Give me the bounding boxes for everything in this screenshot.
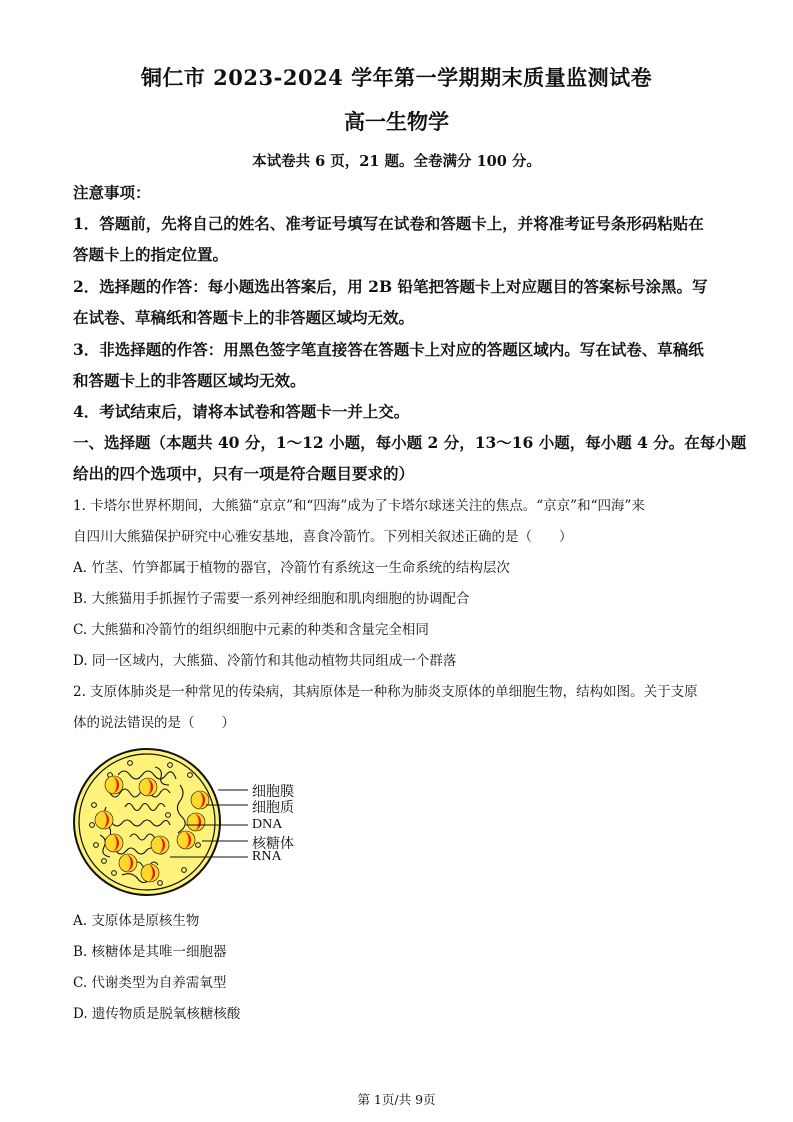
question-1-option-d: D. 同一区域内，大熊猫、冷箭竹和其他动植物共同组成一个群落: [73, 653, 457, 669]
question-2-option-a: A. 支原体是原核生物: [73, 913, 200, 929]
figure-label-ribosome: 核糖体: [252, 837, 294, 852]
question-2-stem: 2. 支原体肺炎是一种常见的传染病，其病原体是一种称为肺炎支原体的单细胞生物，结构如图。关于支原: [73, 684, 698, 700]
notice-line: 2．选择题的作答：每小题选出答案后，用 2B 铅笔把答题卡上对应题目的答案标号涂黑。写: [73, 277, 708, 296]
notice-line: 3．非选择题的作答：用黑色签字笔直接答在答题卡上对应的答题区域内。写在试卷、草稿纸: [73, 340, 704, 359]
exam-subtitle: 高一生物学: [344, 109, 449, 134]
question-1-option-c: C. 大熊猫和冷箭竹的组织细胞中元素的种类和含量完全相同: [73, 622, 429, 638]
notice-line: 4．考试结束后，请将本试卷和答题卡一并上交。: [73, 402, 410, 421]
question-1-stem: 自四川大熊猫保护研究中心雅安基地，喜食冷箭竹。下列相关叙述正确的是（ ）: [73, 529, 573, 545]
exam-title: 铜仁市 2023-2024 学年第一学期期末质量监测试卷: [140, 65, 653, 90]
section-heading: 给出的四个选项中，只有一项是符合题目要求的）: [73, 464, 415, 483]
figure-label-rna: RNA: [252, 849, 282, 864]
section-heading: 一、选择题（本题共 40 分，1～12 小题，每小题 2 分，13～16 小题，每小题 4 分。在每小题: [73, 433, 747, 452]
page-number: 第 1页/共 9页: [357, 1092, 436, 1107]
question-2-option-c: C. 代谢类型为自养需氧型: [73, 975, 227, 991]
notice-line: 和答题卡上的非答题区域均无效。: [73, 371, 306, 390]
figure-label-membrane: 细胞膜: [252, 785, 294, 800]
question-2-stem: 体的说法错误的是（ ）: [73, 715, 235, 731]
question-1-option-a: A. 竹茎、竹笋都属于植物的器官，冷箭竹有系统这一生命系统的结构层次: [73, 560, 510, 576]
question-2-option-d: D. 遗传物质是脱氧核糖核酸: [73, 1006, 241, 1022]
notice-line: 1．答题前，先将自己的姓名、准考证号填写在试卷和答题卡上，并将准考证号条形码粘贴在: [73, 214, 704, 233]
question-1-stem: 1. 卡塔尔世界杯期间，大熊猫“京京”和“四海”成为了卡塔尔球迷关注的焦点。“京京”和“四海”来: [73, 498, 645, 514]
figure-label-dna: DNA: [252, 817, 283, 832]
question-2-option-b: B. 核糖体是其唯一细胞器: [73, 944, 227, 960]
exam-info: 本试卷共 6 页，21 题。全卷满分 100 分。: [252, 153, 541, 170]
figure-label-cytoplasm: 细胞质: [252, 801, 294, 816]
notice-line: 答题卡上的指定位置。: [73, 245, 229, 264]
notice-heading: 注意事项：: [73, 183, 151, 202]
notice-line: 在试卷、草稿纸和答题卡上的非答题区域均无效。: [73, 308, 415, 327]
question-1-option-b: B. 大熊猫用手抓握竹子需要一系列神经细胞和肌肉细胞的协调配合: [73, 591, 470, 607]
